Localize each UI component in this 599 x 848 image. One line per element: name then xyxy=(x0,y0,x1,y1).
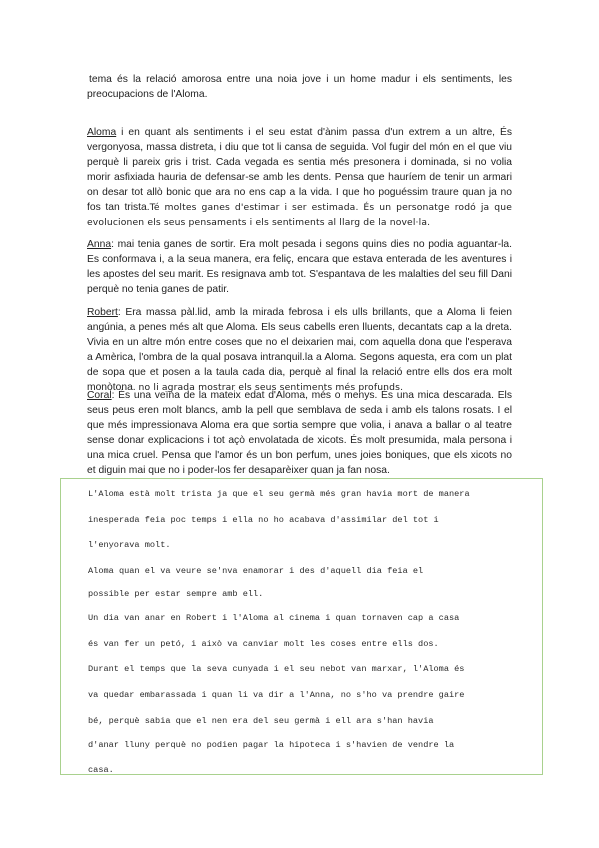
character-description: : És una veïna de la mateix edat d'Aloma, més o menys. És una mica descarada. Els seus peus eren molt blancs, amb la pell que semblava de seda i amb els talons rosats. I el que més impressionava Aloma era que sortia sempre que volia, i anava a ballar o al teatre sense donar explicacions i tot açò envolatada de xicots. És molt presumida, mala persona i una mica cruel. Pensa que l'amor és un bon perfum, unes joies boniques, que els xicots no et diguin mai que no i poder-los fer desaparèixer quan ja fan nosa. xyxy=(87,390,512,476)
intro-text: tema és la relació amorosa entre una noia jove i un home madur i els sentiments, les preocupacions de l'Aloma. xyxy=(87,74,512,100)
character-description: i en quant als sentiments i el seu estat d'ànim passa d'un extrem a un altre, És vergonyosa, massa distreta, i diu que tot li cansa de seguida. Vol fugir del món en el que viu perquè li pareix gris i trist. Cada vegada es sentia més presonera i dominada, si no volia morir asfixiada hauria de defensar-se amb les dents. Pensa que hauríem de tenir un armari on desar tot allò bonic que ara no ens cap a la vida. I que ho poguéssim traure quan ja no fos tan trista. xyxy=(87,127,512,213)
summary-line: va quedar embarassada i quan li va dir a l'Anna, no s'ho va prendre gaire xyxy=(88,690,465,700)
summary-line: casa. xyxy=(88,765,114,775)
summary-line: bé, perquè sabia que el nen era del seu germà i ell ara s'han havia xyxy=(88,716,434,726)
summary-line: Durant el temps que la seva cunyada i el seu nebot van marxar, l'Aloma és xyxy=(88,664,465,674)
character-anna xyxy=(87,237,512,297)
character-description: : mai tenia ganes de sortir. Era molt pesada i segons quins dies no podia aguantar-la. Es conformava i, a la seua manera, era feliç, encara que estava enterada de les aventures i les apostes del seu marit. Es resignava amb tot. S'espantava de les malalties del seu fill Dani perquè no tenia ganes de patir. xyxy=(87,239,512,295)
summary-line: Aloma quan el va veure se'nva enamorar i des d'aquell dia feia el xyxy=(88,566,424,576)
summary-line: d'anar lluny perquè no podien pagar la hipoteca i s'havien de vendre la xyxy=(88,740,455,750)
character-name: Anna xyxy=(87,239,112,250)
character-name: Aloma xyxy=(87,127,117,138)
summary-line: L'Aloma està molt trista ja que el seu germà més gran havia mort de manera xyxy=(88,489,470,499)
summary-line: possible per estar sempre amb ell. xyxy=(88,589,264,599)
intro-paragraph xyxy=(87,72,512,102)
character-description: : Era massa pàl.lid, amb la mirada febrosa i els ulls brillants, que a Aloma li feien angúnia, a penes més alt que Aloma. Els seus cabells eren lluents, decantats cap a la dreta. Vivia en un altre món entre coses que no el deixarien mai, com aquella dona que l'esperava a Amèrica, l'ombra de la qual posava intranquil.la a Aloma. Segons aquesta, era com un plat de sopa que et posen a la taula cada dia, perquè al final la relació entre ells dos era molt monòtona. xyxy=(87,307,512,393)
summary-line: Un dia van anar en Robert i l'Aloma al cinema i quan tornaven cap a casa xyxy=(88,613,460,623)
summary-line: l'enyorava molt. xyxy=(88,540,171,550)
character-name: Robert xyxy=(87,307,118,318)
character-note: Té moltes ganes d'estimar i ser estimada. És un personatge rodó ja que evolucionen els seus pensaments i els sentiments al llarg de la novel·la. xyxy=(87,202,512,228)
character-name: Coral xyxy=(87,390,112,401)
character-note: no li agrada mostrar els seus sentiments més profunds. xyxy=(138,382,404,393)
summary-line: inesperada feia poc temps i ella no ho acabava d'assimilar del tot i xyxy=(88,515,439,525)
summary-box xyxy=(60,478,543,775)
character-robert xyxy=(87,305,512,395)
summary-line: és van fer un petó, i això va canviar molt les coses entre ells dos. xyxy=(88,639,439,649)
character-coral xyxy=(87,388,512,478)
character-aloma xyxy=(87,125,512,230)
